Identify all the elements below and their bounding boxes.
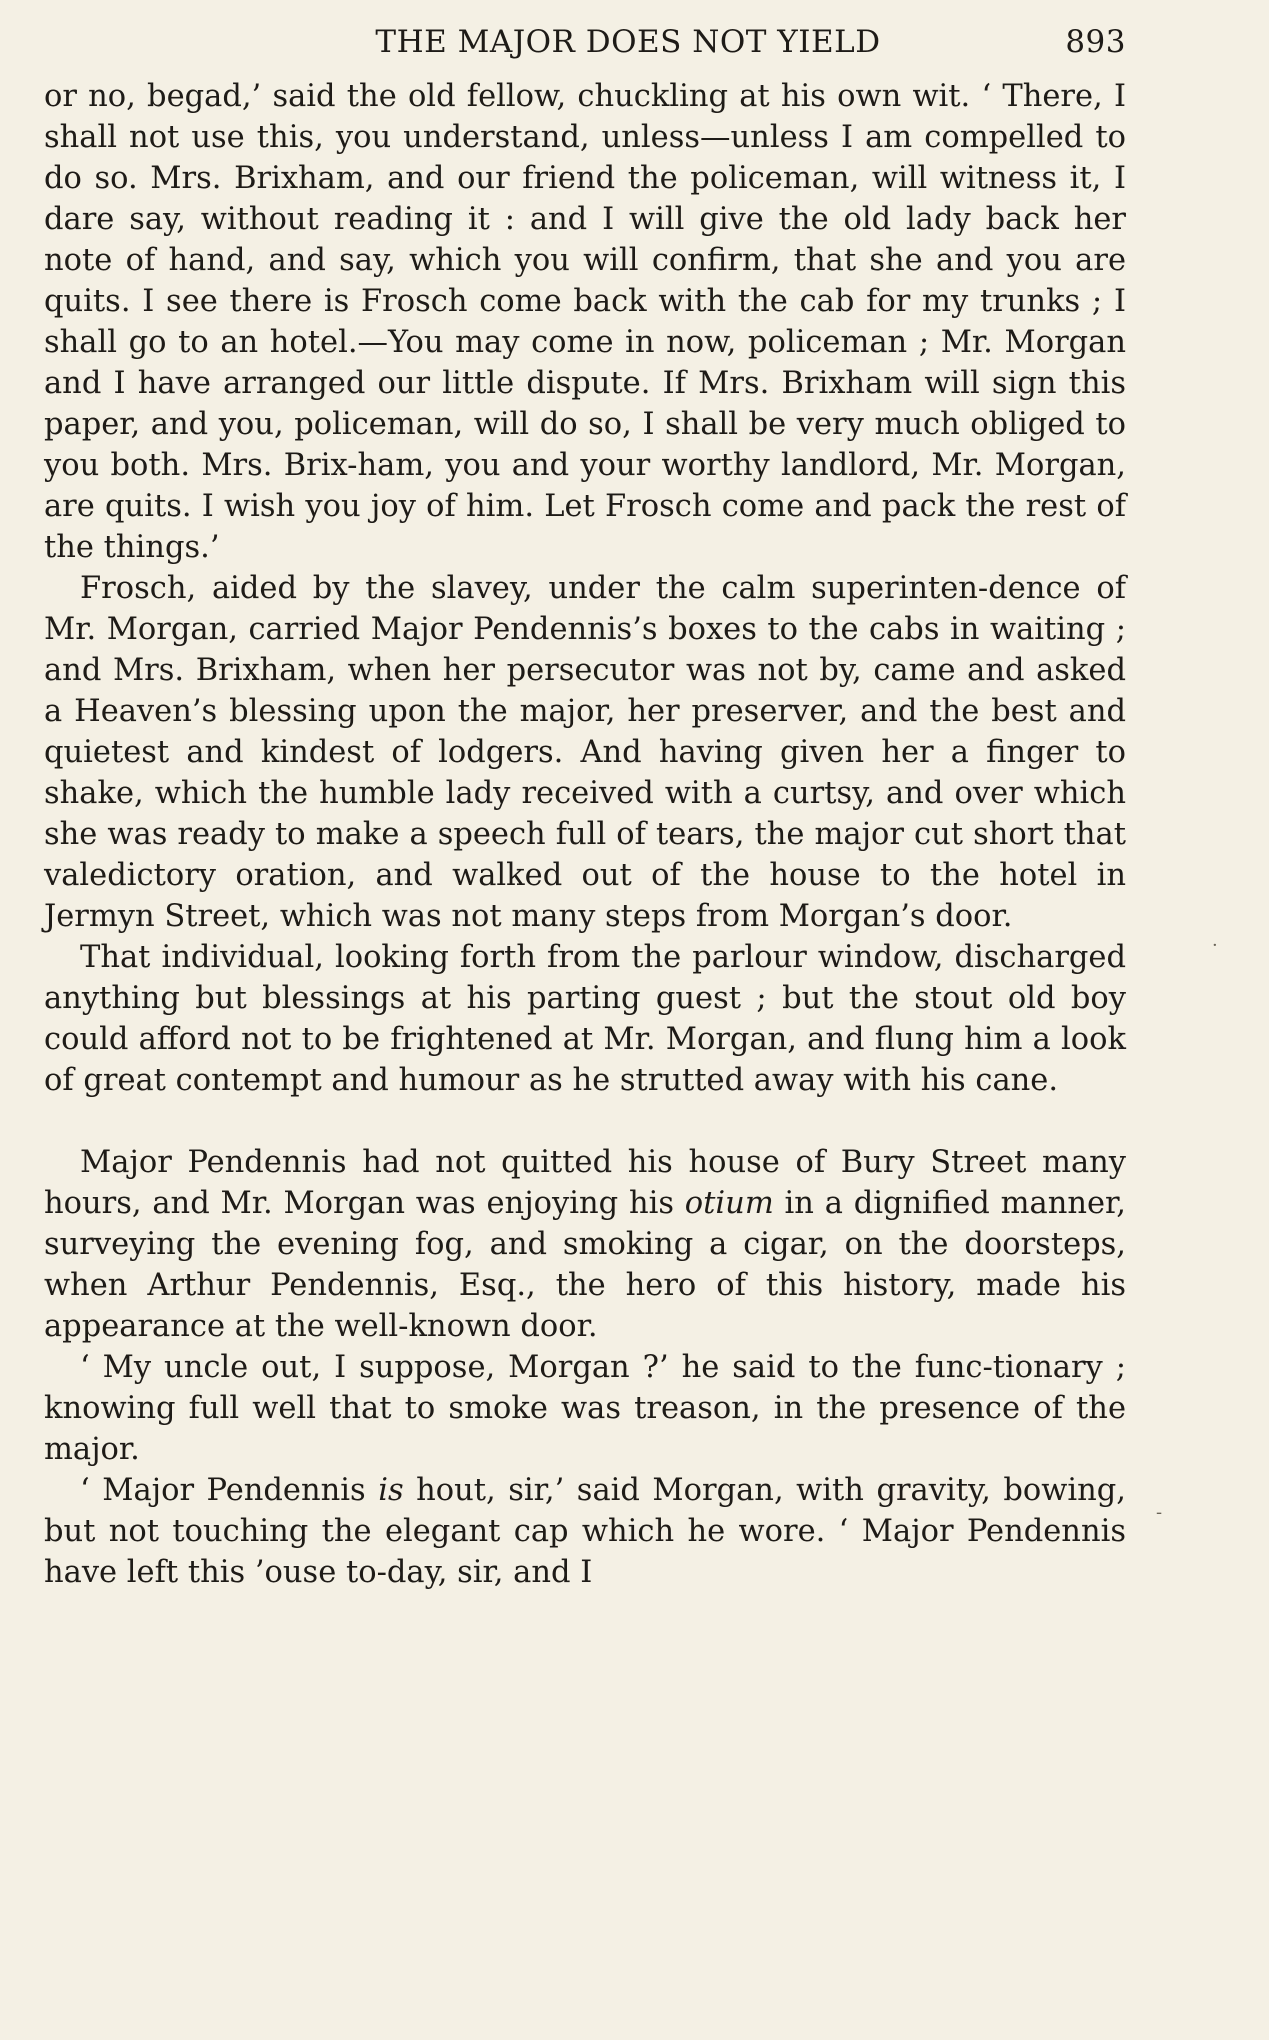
paragraph-text: Major Pendennis had not quitted his house of Bury Street many hours, and Mr. Morgan was enjoying his — [44, 1145, 1126, 1221]
paragraph-text: or no, begad,’ said the old fellow, chuckling at his own wit. ‘ There, I shall not use this, you understand, unless—unless I am compelled to do so. Mrs. Brixham, and our friend the policeman, will witness it, I dare say, without reading it : and I will give the old lady back her note of hand, and say, which you will confirm, that she and you are quits. I see there is Frosch come back with the cab for my trunks ; I shall go to an hotel.—You may come in now, policeman ; Mr. Morgan and I have arranged our little dispute. If Mrs. Brixham will sign this paper, and you, policeman, will do so, I shall be very much obliged to you both. Mrs. Brix-ham, you and your worthy landlord, Mr. Morgan, are quits. I wish you joy of him. Let Frosch come and pack the rest of the things.’ — [44, 79, 1126, 565]
paragraph — [44, 1470, 1126, 1593]
paragraph — [44, 76, 1126, 568]
paragraph — [44, 568, 1126, 937]
margin-mark: - — [1156, 1502, 1163, 1523]
margin-mark: · — [1212, 935, 1218, 956]
paragraph-text: ‘ Major Pendennis — [80, 1473, 379, 1508]
paragraph-text: ‘ My uncle out, I suppose, Morgan ?’ he said to the func-tionary ; knowing full well that to smoke was treason, in the presence of the major. — [44, 1350, 1126, 1467]
paragraph-text: hout, sir,’ said Morgan, with gravity, bowing, but not touching the elegant cap which he wore. ‘ Major Pendennis have left this ’ouse to-day, sir, and I — [44, 1473, 1126, 1590]
page-number: 893 — [1065, 24, 1126, 60]
paragraph — [44, 1142, 1126, 1347]
italic-text: is — [378, 1473, 404, 1508]
running-title: THE MAJOR DOES NOT YIELD — [375, 24, 881, 60]
running-head — [44, 22, 1126, 68]
section-break — [44, 1101, 1126, 1142]
body-text — [44, 76, 1126, 1593]
paragraph — [44, 937, 1126, 1101]
paragraph-text: Frosch, aided by the slavey, under the calm superinten-dence of Mr. Morgan, carried Major Pendennis’s boxes to the cabs in waiting ; and Mrs. Brixham, when her persecutor was not by, came and asked a Heaven’s blessing upon the major, her preserver, and the best and quietest and kindest of lodgers. And having given her a finger to shake, which the humble lady received with a curtsy, and over which she was ready to make a speech full of tears, the major cut short that valedictory oration, and walked out of the house to the hotel in Jermyn Street, which was not many steps from Morgan’s door. — [44, 571, 1126, 934]
paragraph-text: That individual, looking forth from the parlour window, discharged anything but blessings at his parting guest ; but the stout old boy could afford not to be frightened at Mr. Morgan, and flung him a look of great contempt and humour as he strutted away with his cane. — [44, 940, 1126, 1098]
book-page — [44, 22, 1126, 1593]
paragraph — [44, 1347, 1126, 1470]
italic-text: otium — [684, 1186, 774, 1221]
paragraph-text: in a dignified manner, surveying the evening fog, and smoking a cigar, on the doorsteps, when Arthur Pendennis, Esq., the hero of this history, made his appearance at the well-known door. — [44, 1186, 1126, 1344]
